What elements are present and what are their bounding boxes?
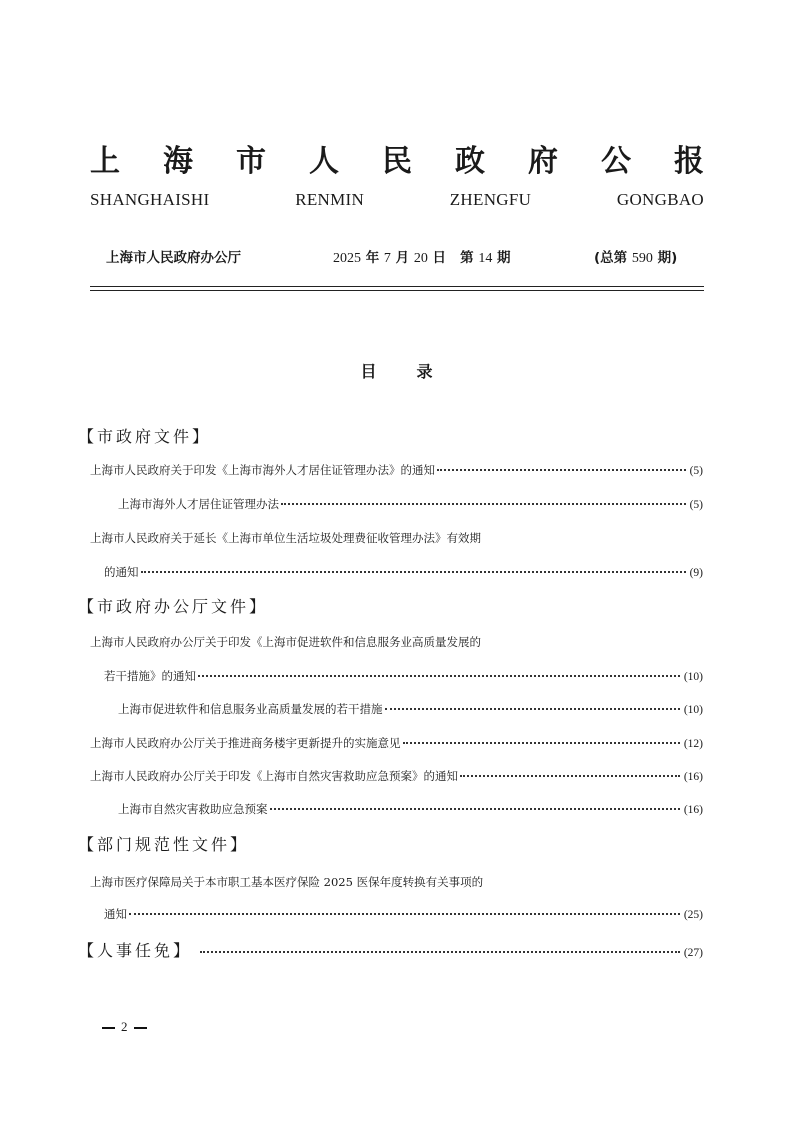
issue-number: 14	[478, 251, 493, 266]
dash-left	[102, 1027, 115, 1029]
entry-title: 上海市人民政府办公厅关于印发《上海市自然灾害救助应急预案》的通知	[90, 769, 458, 783]
dot-leader	[403, 742, 680, 744]
title-char: 人	[309, 144, 339, 179]
entry-page: (5)	[689, 465, 703, 477]
entry-page: (27)	[683, 947, 703, 959]
total-number: 590	[631, 251, 653, 266]
entry-page: (10)	[683, 671, 703, 683]
entry-title-cont: 通知	[104, 907, 127, 921]
toc-entry-continuation[interactable]	[104, 905, 703, 924]
entry-title: 上海市海外人才居住证管理办法	[118, 497, 279, 511]
entry-title: 上海市人民政府关于印发《上海市海外人才居住证管理办法》的通知	[90, 463, 435, 477]
toc-entry[interactable]	[90, 767, 703, 786]
year-unit: 年	[365, 250, 380, 266]
entry-page: (10)	[683, 704, 703, 716]
section-heading: 【市政府办公厅文件】	[78, 597, 269, 616]
dot-leader	[270, 808, 680, 810]
title-char: 府	[528, 144, 558, 179]
english-word: RENMIN	[295, 190, 365, 209]
dot-leader	[385, 708, 680, 710]
month-unit: 月	[395, 250, 410, 266]
publisher: 上海市人民政府办公厅	[106, 250, 241, 266]
masthead-english	[90, 189, 704, 211]
day-unit: 日	[432, 250, 447, 266]
toc-entry-continuation[interactable]	[104, 563, 703, 582]
dot-leader	[198, 675, 680, 677]
dot-leader	[460, 775, 680, 777]
section-heading: 【人事任免】	[78, 941, 193, 960]
toc-entry[interactable]	[90, 529, 703, 547]
toc-entry[interactable]	[90, 633, 703, 651]
page-number-text: 2	[121, 1019, 128, 1034]
toc-entry[interactable]	[118, 800, 703, 819]
english-word: SHANGHAISHI	[90, 190, 210, 209]
title-char: 市	[236, 144, 266, 179]
title-char: 海	[163, 144, 193, 179]
english-word: ZHENGFU	[449, 190, 532, 209]
toc-section-entry[interactable]	[78, 940, 703, 964]
toc-title: 目录	[360, 362, 473, 381]
entry-title-cont: 若干措施》的通知	[104, 669, 196, 683]
entry-title: 上海市自然灾害救助应急预案	[118, 802, 268, 816]
total-suffix: 期)	[657, 250, 678, 266]
entry-page: (12)	[683, 738, 703, 750]
entry-page: (5)	[689, 499, 703, 511]
section-heading: 【市政府文件】	[78, 427, 212, 446]
entry-page: (16)	[683, 771, 703, 783]
divider-thick	[90, 286, 704, 287]
dot-leader	[281, 503, 686, 505]
title-char: 报	[674, 144, 704, 179]
entry-title: 上海市人民政府办公厅关于推进商务楼宇更新提升的实施意见	[90, 736, 401, 750]
year: 2025	[333, 251, 361, 266]
issue-suffix: 期	[497, 250, 511, 266]
masthead-title	[90, 142, 704, 182]
entry-title: 上海市人民政府办公厅关于印发《上海市促进软件和信息服务业高质量发展的	[90, 635, 481, 649]
toc-entry-continuation[interactable]	[104, 667, 703, 686]
dash-right	[134, 1027, 147, 1029]
english-word: GONGBAO	[616, 190, 704, 209]
entry-page: (16)	[683, 804, 703, 816]
toc-entry[interactable]	[118, 495, 703, 514]
dot-leader	[437, 469, 686, 471]
page-number	[96, 1017, 153, 1037]
dot-leader	[129, 913, 680, 915]
entry-page: (9)	[689, 567, 703, 579]
title-char: 民	[382, 144, 412, 179]
toc-entry[interactable]	[90, 734, 703, 753]
section-heading: 【部门规范性文件】	[78, 835, 250, 854]
entry-title: 上海市促进软件和信息服务业高质量发展的若干措施	[118, 702, 383, 716]
day: 20	[413, 251, 428, 266]
entry-title: 上海市医疗保障局关于本市职工基本医疗保险 2025 医保年度转换有关事项的	[90, 875, 484, 889]
divider-thin	[90, 290, 704, 291]
total-prefix: (总第	[594, 250, 628, 266]
entry-title: 上海市人民政府关于延长《上海市单位生活垃圾处理费征收管理办法》有效期	[90, 531, 481, 545]
title-char: 上	[90, 144, 120, 179]
total-issue	[594, 248, 677, 269]
entry-title-cont: 的通知	[104, 565, 139, 579]
toc-entry[interactable]	[90, 873, 703, 891]
toc-entry[interactable]	[118, 700, 703, 719]
dot-leader	[141, 571, 686, 573]
title-char: 政	[455, 144, 485, 179]
dot-leader	[200, 951, 680, 953]
issue-date	[333, 248, 511, 269]
title-char: 公	[601, 144, 631, 179]
toc-entry[interactable]	[90, 461, 703, 480]
entry-page: (25)	[683, 909, 703, 921]
month: 7	[383, 251, 391, 266]
issue-prefix: 第	[460, 250, 474, 266]
